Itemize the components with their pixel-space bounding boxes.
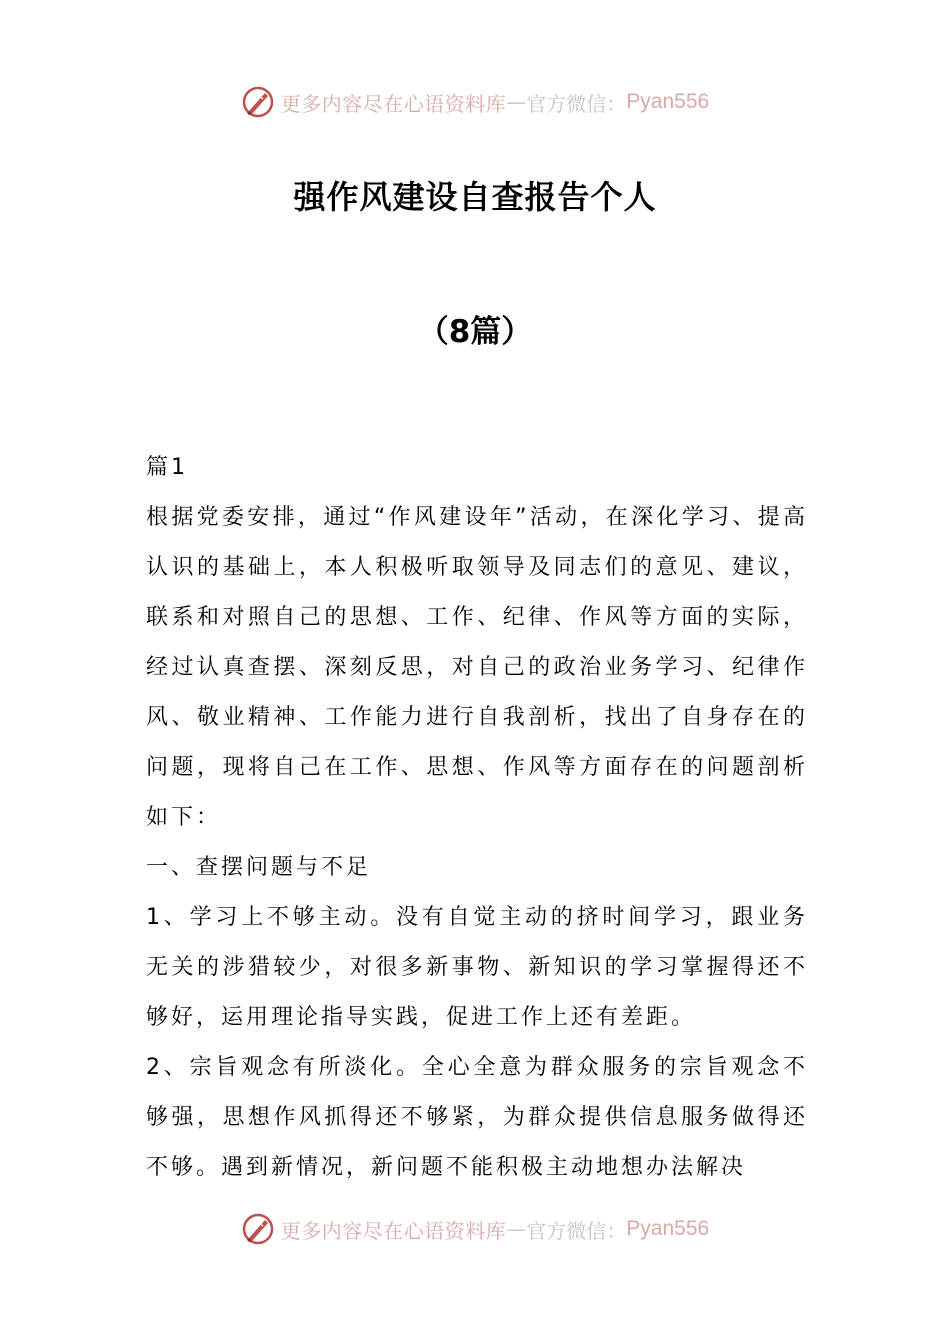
watermark-text: 更多内容尽在心语资料库 — [280, 91, 507, 116]
watermark-separator: — — [506, 1217, 527, 1241]
document-body — [146, 443, 808, 1193]
document-subtitle: （8篇） — [417, 314, 533, 350]
section-heading: 篇1 — [146, 455, 188, 480]
document-title: 强作风建设自查报告个人 — [293, 178, 657, 216]
watermark-separator: — — [506, 90, 527, 114]
pen-logo-icon — [241, 1212, 275, 1246]
body-paragraph: 根据党委安排，通过“作风建设年”活动，在深化学习、提高认识的基础上，本人积极听取领导及同志们的意见、建议，联系和对照自己的思想、工作、纪律、作风等方面的实际，经过认真查摆、深刻反思，对自己的政治业务学习、纪律作风、敬业精神、工作能力进行自我剖析，找出了自身存在的问题，现将自己在工作、思想、作风等方面存在的问题剖析如下： — [146, 505, 808, 830]
subsection-heading: 一、查摆问题与不足 — [146, 855, 372, 880]
watermark-banner-top — [0, 82, 950, 122]
body-paragraph: 1、学习上不够主动。没有自觉主动的挤时间学习，跟业务无关的涉猎较少，对很多新事物、新知识的学习掌握得还不够好，运用理论指导实践，促进工作上还有差距。 — [146, 905, 808, 1030]
watermark-wechat-label: 官方微信： — [526, 91, 627, 116]
body-paragraph: 2、宗旨观念有所淡化。全心全意为群众服务的宗旨观念不够强，思想作风抓得还不够紧，为群众提供信息服务做得还不够。遇到新情况，新问题不能积极主动地想办法解决 — [146, 1055, 808, 1180]
watermark-wechat-id: Pyan556 — [626, 1217, 710, 1240]
watermark-banner-bottom — [0, 1209, 950, 1249]
watermark-text: 更多内容尽在心语资料库 — [280, 1218, 507, 1243]
pen-logo-icon — [241, 85, 275, 119]
watermark-wechat-label: 官方微信： — [526, 1218, 627, 1243]
watermark-wechat-id: Pyan556 — [626, 90, 710, 113]
